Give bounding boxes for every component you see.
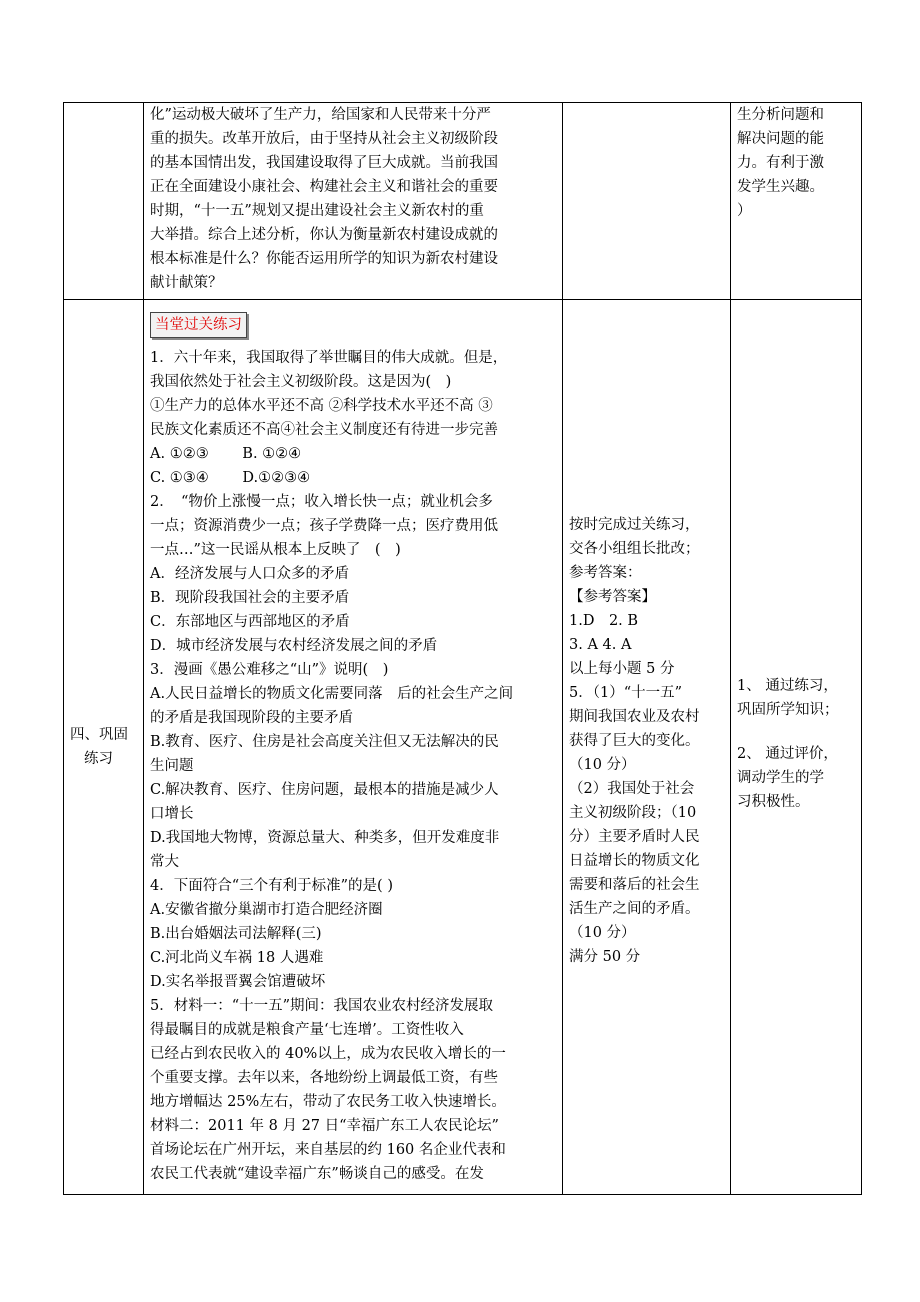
student-line: 分）主要矛盾时人民 <box>569 829 700 845</box>
intent-line: 习积极性。 <box>737 794 810 810</box>
student-line: 活生产之间的矛盾。 <box>569 901 700 917</box>
content-line: B.教育、医疗、住房是社会高度关注但又无法解决的民 <box>150 734 499 750</box>
content-line: 正在全面建设小康社会、构建社会主义和谐社会的重要 <box>150 179 498 195</box>
content-line: 根本标准是什么？你能否运用所学的知识为新农村建设 <box>150 251 498 267</box>
intent-line: 巩固所学知识； <box>737 702 839 718</box>
content-line: 得最瞩目的成就是粮食产量‘七连增’。工资性收入 <box>150 1022 464 1038</box>
content-line: 化”运动极大破坏了生产力，给国家和人民带来十分严 <box>150 107 491 123</box>
student-line: 以上每小题 5 分 <box>569 661 675 677</box>
lesson-plan-table <box>63 102 862 1195</box>
content-line: 民族文化素质还不高④社会主义制度还有待进一步完善 <box>150 422 498 438</box>
content-line: 一点；资源消费少一点；孩子学费降一点；医疗费用低 <box>150 518 498 534</box>
content-line: 农民工代表就“建设幸福广东”畅谈自己的感受。在发 <box>150 1166 484 1182</box>
student-line: 5．（1）“十一五” <box>569 685 683 701</box>
content-line: B.出台婚姻法司法解释(三) <box>150 926 322 942</box>
student-line: 按时完成过关练习， <box>569 517 700 533</box>
content-line: ①生产力的总体水平还不高 ②科学技术水平还不高 ③ <box>150 398 493 414</box>
content-line: 材料二：2011 年 8 月 27 日“幸福广东工人农民论坛” <box>150 1118 499 1134</box>
content-line: 地方增幅达 25%左右，带动了农民务工收入快速增长。 <box>150 1094 506 1110</box>
content-line: 4．下面符合“三个有利于标准”的是( ) <box>150 878 393 894</box>
content-line: A．经济发展与人口众多的矛盾 <box>150 566 349 582</box>
content-line: 我国依然处于社会主义初级阶段。这是因为( ) <box>150 374 452 390</box>
student-line: 需要和落后的社会生 <box>569 877 700 893</box>
student-line: （2）我国处于社会 <box>569 781 695 797</box>
content-line: C.河北尚义车祸 18 人遇难 <box>150 950 324 966</box>
content-line: C.解决教育、医疗、住房问题，最根本的措施是减少人 <box>150 782 499 798</box>
table-row <box>64 103 862 300</box>
content-line: 生问题 <box>150 758 194 774</box>
content-line: 5．材料一：“十一五”期间：我国农业农村经济发展取 <box>150 998 494 1014</box>
content-line: A.安徽省撤分巢湖市打造合肥经济圈 <box>150 902 383 918</box>
student-line: 3. A 4. A <box>569 637 632 653</box>
spacer <box>737 722 861 742</box>
stage-label: 四、巩固 <box>70 727 128 743</box>
intent-line: 解决问题的能 <box>737 131 824 147</box>
stage-label: 练习 <box>84 751 113 767</box>
section-banner: 当堂过关练习 <box>150 312 247 338</box>
intent-line: 发学生兴趣。 <box>737 179 824 195</box>
content-line: 首场论坛在广州开坛，来自基层的约 160 名企业代表和 <box>150 1142 506 1158</box>
student-line: 期间我国农业及农村 <box>569 709 700 725</box>
content-line: A.人民日益增长的物质文化需要同落 后的社会生产之间 <box>150 686 514 702</box>
design-intent-cell <box>731 300 862 1195</box>
content-line: A. ①②③ B. ①②④ <box>150 446 302 462</box>
student-activity-cell <box>563 103 731 300</box>
content-line: 献计献策？ <box>150 275 223 291</box>
content-line: D.我国地大物博，资源总量大、种类多，但开发难度非 <box>150 830 500 846</box>
student-activity-cell <box>563 300 731 1195</box>
intent-line: 1、 通过练习， <box>737 678 838 694</box>
content-line: C．东部地区与西部地区的矛盾 <box>150 614 350 630</box>
student-line: 满分 50 分 <box>569 949 641 965</box>
content-line: 时期，“十一五”规划又提出建设社会主义新农村的重 <box>150 203 484 219</box>
content-line: B．现阶段我国社会的主要矛盾 <box>150 590 350 606</box>
content-line: C. ①③④ D.①②③④ <box>150 470 311 486</box>
teaching-content-cell <box>144 300 563 1195</box>
content-line: 3．漫画《愚公难移之“山”》说明( ) <box>150 662 389 678</box>
content-line: 2． “物价上涨慢一点；收入增长快一点；就业机会多 <box>150 494 493 510</box>
content-line: 已经占到农民收入的 40%以上，成为农民收入增长的一 <box>150 1046 506 1062</box>
content-line: D.实名举报晋翼会馆遭破坏 <box>150 974 326 990</box>
content-line: 常大 <box>150 854 179 870</box>
content-line: 的矛盾是我国现阶段的主要矛盾 <box>150 710 353 726</box>
intent-line: 力。有利于激 <box>737 155 824 171</box>
student-line: 获得了巨大的变化。 <box>569 733 700 749</box>
content-line: 1．六十年来，我国取得了举世瞩目的伟大成就。但是， <box>150 350 508 366</box>
stage-cell <box>64 103 144 300</box>
intent-line: 生分析问题和 <box>737 107 824 123</box>
stage-cell <box>64 300 144 1195</box>
student-line: 【参考答案】 <box>569 589 656 605</box>
intent-line: 2、 通过评价， <box>737 746 838 762</box>
teaching-content-cell <box>144 103 563 300</box>
student-line: 交各小组组长批改； <box>569 541 700 557</box>
content-line: 一点…”这一民谣从根本上反映了 ( ) <box>150 542 401 558</box>
student-line: 1.D 2. B <box>569 613 639 629</box>
content-line: 口增长 <box>150 806 194 822</box>
design-intent-cell <box>731 103 862 300</box>
content-line: D．城市经济发展与农村经济发展之间的矛盾 <box>150 638 438 654</box>
student-line: （10 分） <box>569 757 636 773</box>
content-line: 的基本国情出发，我国建设取得了巨大成就。当前我国 <box>150 155 498 171</box>
student-line: 参考答案： <box>569 565 642 581</box>
student-line: 主义初级阶段；（10 <box>569 805 697 821</box>
intent-line: 调动学生的学 <box>737 770 824 786</box>
student-line: 日益增长的物质文化 <box>569 853 700 869</box>
content-line: 重的损失。改革开放后，由于坚持从社会主义初级阶段 <box>150 131 498 147</box>
content-line: 大举措。综合上述分析，你认为衡量新农村建设成就的 <box>150 227 498 243</box>
student-line: （10 分） <box>569 925 636 941</box>
table-row <box>64 300 862 1195</box>
intent-line: ） <box>737 203 752 219</box>
content-line: 个重要支撑。去年以来，各地纷纷上调最低工资，有些 <box>150 1070 498 1086</box>
